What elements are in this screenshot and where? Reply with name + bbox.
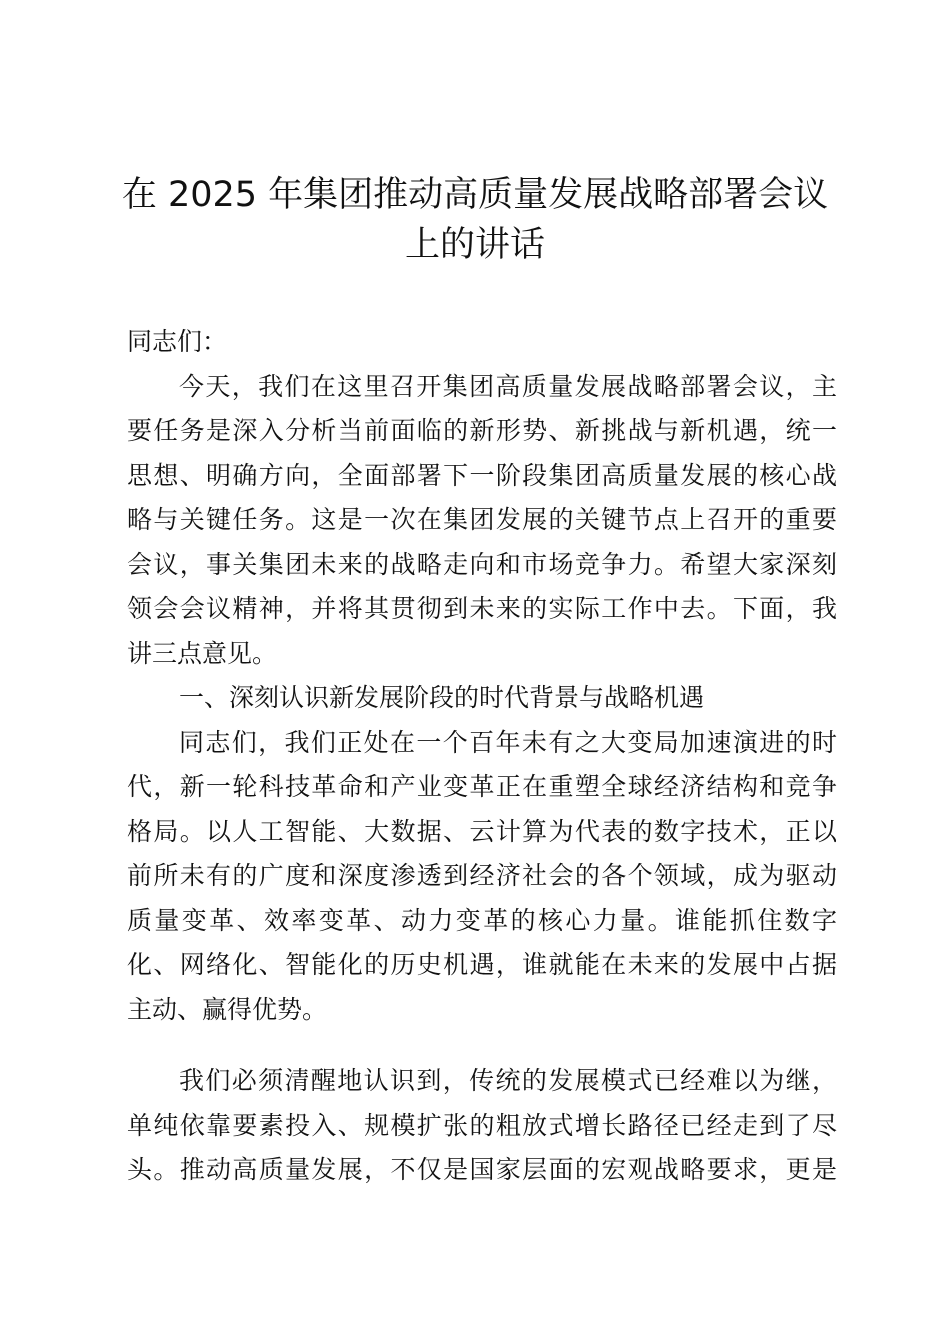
paragraph-line: 领会会议精神，并将其贯彻到未来的实际工作中去。下面，我 [127,594,837,623]
paragraph-line: 前所未有的广度和深度渗透到经济社会的各个领域，成为驱动 [127,861,837,890]
paragraph-line: 质量变革、效率变革、动力变革的核心力量。谁能抓住数字 [127,905,837,935]
paragraph-line: 讲三点意见。 [127,638,278,668]
paragraph-2 [127,721,837,1033]
document-body [127,320,837,1193]
paragraph-line: 代，新一轮科技革命和产业变革正在重塑全球经济结构和竞争 [127,772,837,801]
paragraph-line: 今天，我们在这里召开集团高质量发展战略部署会议，主 [179,371,837,401]
paragraph-3 [127,1059,837,1193]
document-title-line-1: 在 2025 年集团推动高质量发展战略部署会议 [121,175,829,215]
paragraph-line: 同志们，我们正处在一个百年未有之大变局加速演进的时 [179,727,837,757]
section-heading: 一、深刻认识新发展阶段的时代背景与战略机遇 [179,683,705,712]
paragraph-1 [127,365,837,677]
paragraph-line: 要任务是深入分析当前面临的新形势、新挑战与新机遇，统一 [127,416,837,445]
salutation: 同志们： [127,327,228,356]
paragraph-line: 格局。以人工智能、大数据、云计算为代表的数字技术，正以 [127,816,837,846]
paragraph-line: 会议，事关集团未来的战略走向和市场竞争力。希望大家深刻 [127,549,837,579]
paragraph-line: 主动、赢得优势。 [127,994,328,1024]
paragraph-line: 我们必须清醒地认识到，传统的发展模式已经难以为继， [179,1066,837,1095]
paragraph-line: 略与关键任务。这是一次在集团发展的关键节点上召开的重要 [127,505,837,534]
paragraph-line: 化、网络化、智能化的历史机遇，谁就能在未来的发展中占据 [127,950,837,979]
paragraph-line: 单纯依靠要素投入、规模扩张的粗放式增长路径已经走到了尽 [127,1110,837,1140]
paragraph-spacer [127,1032,837,1059]
paragraph-line: 思想、明确方向，全面部署下一阶段集团高质量发展的核心战 [127,460,837,490]
paragraph-line: 头。推动高质量发展，不仅是国家层面的宏观战略要求，更是 [127,1155,837,1184]
document-title-line-2: 上的讲话 [404,225,545,265]
